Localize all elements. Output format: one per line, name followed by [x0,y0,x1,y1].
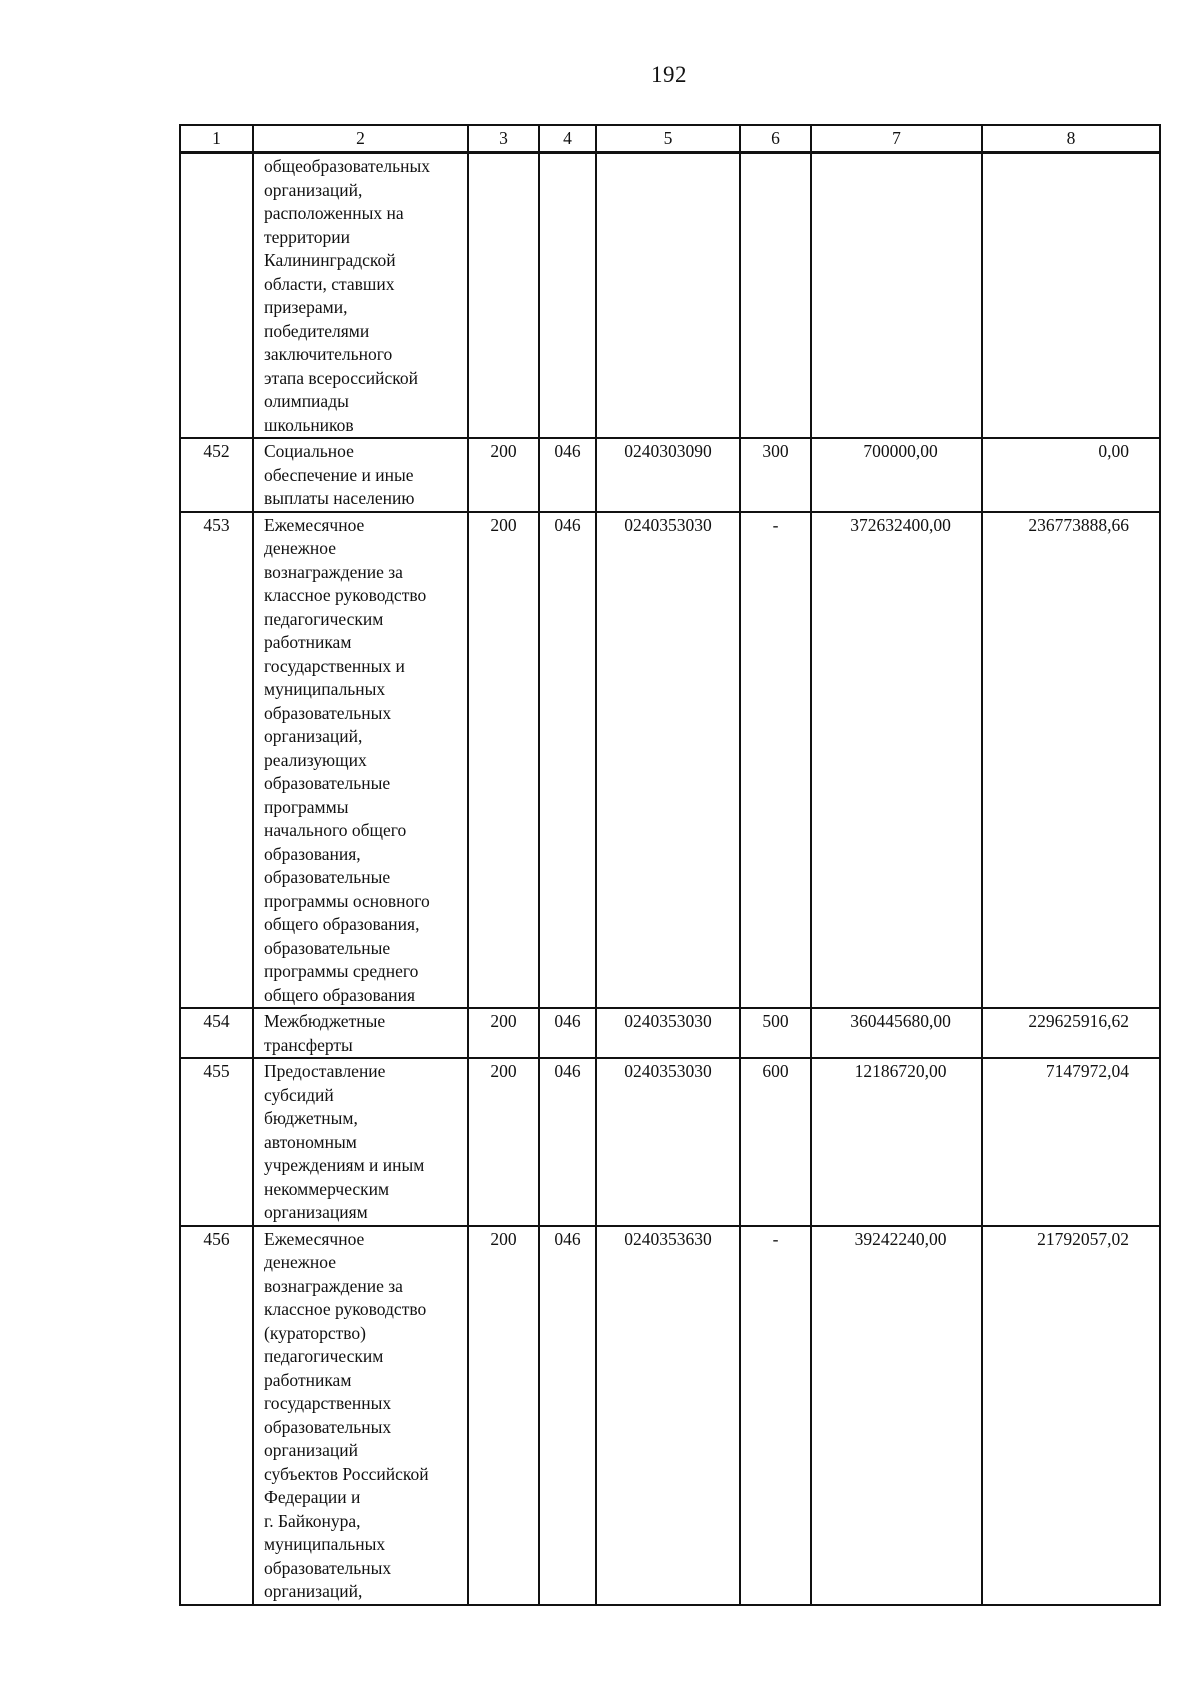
row-name: Социальное обеспечение и иные выплаты населению [253,438,468,512]
row-col-6 [740,153,811,439]
row-number [180,153,253,439]
row-col-4: 046 [539,1008,596,1058]
row-col-8: 229625916,62 [982,1008,1160,1058]
row-col-3: 200 [468,512,539,1009]
table-row [180,1226,1160,1605]
row-col-7: 360445680,00 [811,1008,982,1058]
row-col-4 [539,153,596,439]
row-col-7: 12186720,00 [811,1058,982,1226]
header-col-3: 3 [468,125,539,153]
row-col-8: 7147972,04 [982,1058,1160,1226]
table-row [180,438,1160,512]
table-row [180,1008,1160,1058]
header-col-6: 6 [740,125,811,153]
row-col-6: 300 [740,438,811,512]
row-col-7: 372632400,00 [811,512,982,1009]
row-number: 452 [180,438,253,512]
row-col-8: 21792057,02 [982,1226,1160,1605]
row-col-3: 200 [468,1058,539,1226]
header-col-2: 2 [253,125,468,153]
table-row [180,153,1160,439]
header-row [180,125,1160,153]
row-col-8 [982,153,1160,439]
row-number: 454 [180,1008,253,1058]
row-col-3: 200 [468,438,539,512]
row-col-6: 600 [740,1058,811,1226]
row-name: Ежемесячное денежное вознаграждение за классное руководство педагогическим работникам государственных и муниципальных образовательных организаций, реализующих образовательные программы начального общего образования, образовательные программы основного общего образования, образовательные программы среднего общего образования [253,512,468,1009]
row-col-5 [596,153,740,439]
row-col-7: 700000,00 [811,438,982,512]
row-col-5: 0240353030 [596,512,740,1009]
table-row [180,512,1160,1009]
row-col-6: - [740,1226,811,1605]
row-col-3 [468,153,539,439]
header-col-4: 4 [539,125,596,153]
row-number: 456 [180,1226,253,1605]
row-col-4: 046 [539,1226,596,1605]
row-col-7: 39242240,00 [811,1226,982,1605]
header-col-1: 1 [180,125,253,153]
row-col-8: 236773888,66 [982,512,1160,1009]
header-col-8: 8 [982,125,1160,153]
row-col-5: 0240303090 [596,438,740,512]
page-number: 192 [651,62,687,87]
row-col-8: 0,00 [982,438,1160,512]
row-name: Предоставление субсидий бюджетным, автономным учреждениям и иным некоммерческим организациям [253,1058,468,1226]
table-row [180,1058,1160,1226]
row-col-3: 200 [468,1008,539,1058]
row-col-5: 0240353030 [596,1058,740,1226]
row-col-4: 046 [539,1058,596,1226]
row-col-5: 0240353630 [596,1226,740,1605]
row-col-4: 046 [539,438,596,512]
row-name: общеобразовательных организаций, расположенных на территории Калининградской области, ставших призерами, победителями заключительного этапа всероссийской олимпиады школьников [253,153,468,439]
row-col-5: 0240353030 [596,1008,740,1058]
row-number: 455 [180,1058,253,1226]
row-col-4: 046 [539,512,596,1009]
budget-table [179,124,1161,1606]
row-col-7 [811,153,982,439]
row-name: Межбюджетные трансферты [253,1008,468,1058]
header-col-5: 5 [596,125,740,153]
row-number: 453 [180,512,253,1009]
header-col-7: 7 [811,125,982,153]
row-col-6: 500 [740,1008,811,1058]
row-name: Ежемесячное денежное вознаграждение за классное руководство (кураторство) педагогическим работникам государственных образовательных организаций субъектов Российской Федерации и г. Байконура, муниципальных образовательных организаций, [253,1226,468,1605]
row-col-6: - [740,512,811,1009]
row-col-3: 200 [468,1226,539,1605]
